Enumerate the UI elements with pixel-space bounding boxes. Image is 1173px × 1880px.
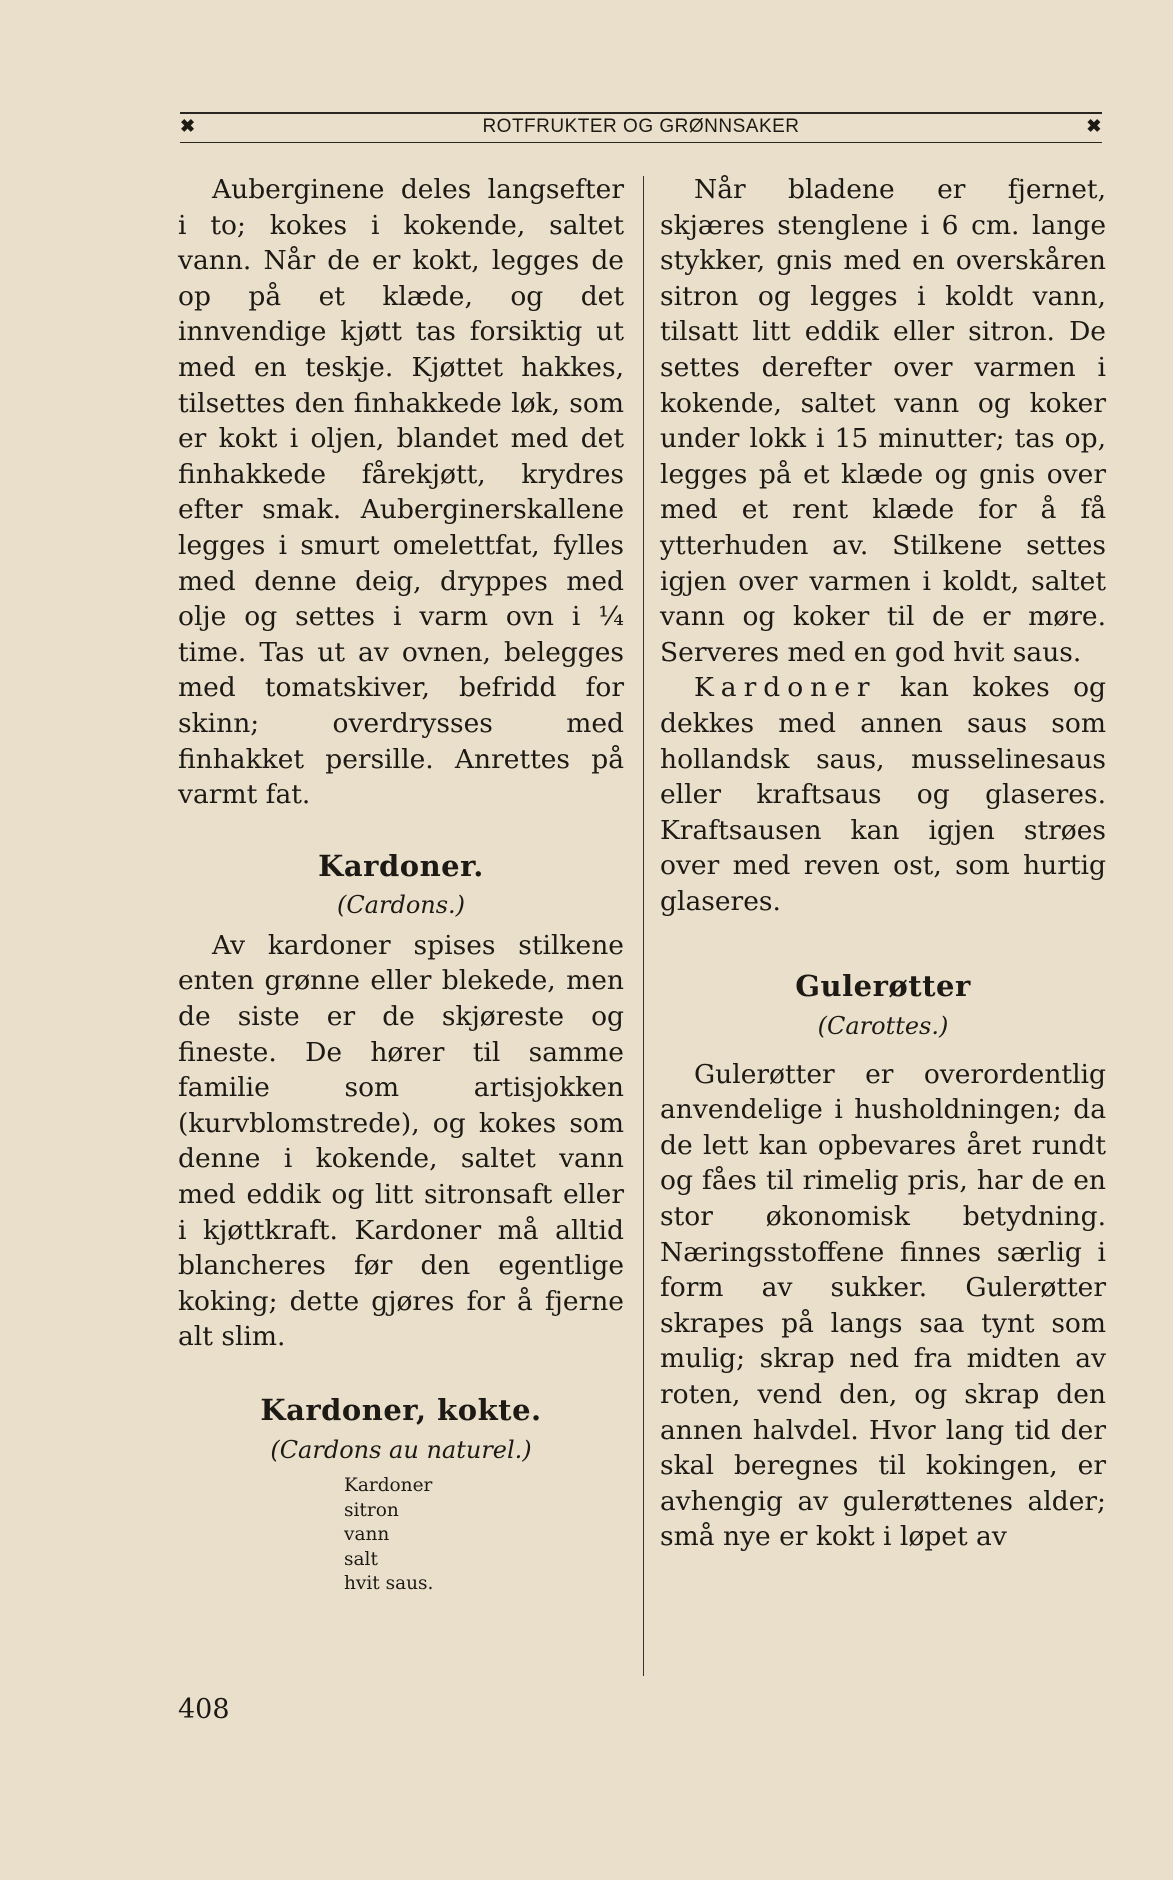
- ingredient-item: vann: [344, 1524, 390, 1546]
- gulerotter-heading: Gulerøtter: [795, 969, 971, 1004]
- gulerotter-subheading: (Carottes.): [817, 1012, 949, 1041]
- kardoner-kokte-heading: Kardoner, kokte.: [260, 1393, 542, 1427]
- ingredient-list: [344, 1474, 624, 1597]
- kardoner-continuation-paragraph: Når bladene er fjernet, skjæres stenglene i 6 cm. lange stykker, gnis med en overskåren sitron og legges i koldt vann, tilsatt litt eddik eller sitron. De settes derefter over varmen i kokende, saltet vann og koker under lokk i 15 minutter; tas op, legges på et klæde og gnis over med et rent klæde for å få ytterhuden av. Stilkene settes igjen over varmen i koldt, saltet vann og koker til de er møre. Serveres med en god hvit saus.: [660, 174, 1106, 668]
- kardoner-heading: Kardoner.: [318, 848, 484, 883]
- header-title: ROTFRUKTER OG GRØNNSAKER: [482, 116, 800, 137]
- gulerotter-paragraph: Gulerøtter er overordentlig anvendelige i husholdningen; da de lett kan opbevares året rundt og fåes til rimelig pris, har de en stor økonomisk betydning. Næringsstoffene finnes særlig i form av sukker. Gulerøtter skrapes på langs saa tynt som mulig; skrap ned fra midten av roten, vend den, og skrap den annen halvdel. Hvor lang tid der skal beregnes til kokingen, er avhengig av gulerøttenes alder; små nye er kokt i løpet av: [660, 1058, 1106, 1553]
- kardoner-variation-paragraph: [660, 670, 1106, 919]
- kardoner-paragraph: Av kardoner spises stilkene enten grønne eller blekede, men de siste er de skjøreste og fineste. De hører til samme familie som artisjokken (kurvblomstrede), og kokes som denne i kokende, saltet vann med eddik og litt sitronsaft eller i kjøttkraft. Kardoner må alltid blancheres før den egentlige koking; dette gjøres for å fjerne alt slim.: [178, 929, 624, 1353]
- running-header: [180, 112, 1102, 144]
- header-ornament-left: ✖: [180, 116, 196, 136]
- ingredient-item: sitron: [344, 1499, 399, 1521]
- page-number: 408: [178, 1694, 230, 1725]
- ingredient-item: hvit saus.: [344, 1573, 434, 1595]
- header-bottom-rule: [180, 142, 1102, 143]
- header-ornament-right: ✖: [1086, 116, 1102, 136]
- kardoner-spaced-term: Kardoner: [694, 672, 877, 704]
- column-divider: [643, 176, 644, 1676]
- left-column: [178, 172, 624, 1597]
- aubergine-paragraph: Auberginene deles langsefter i to; kokes i kokende, saltet vann. Når de er kokt, legges de op på et klæde, og det innvendige kjøtt tas forsiktig ut med en teskje. Kjøttet hakkes, tilsettes den finhakkede løk, som er kokt i oljen, blandet med det finhakkede fårekjøtt, krydres efter smak. Auberginerskallene legges i smurt omelettfat, fylles med denne deig, dryppes med olje og settes i varm ovn i ¼ time. Tas ut av ovnen, belegges med tomatskiver, befridd for skinn; overdrysses med finhakket persille. Anrettes på varmt fat.: [178, 174, 624, 811]
- header-top-rule: [180, 112, 1102, 114]
- kardoner-kokte-subheading: (Cardons au naturel.): [270, 1435, 532, 1464]
- kardoner-variation-text: kan kokes og dekkes med annen saus som hollandsk saus, musselinesaus eller kraftsaus og glaseres. Kraftsausen kan igjen strøes over med reven ost, som hurtig glaseres.: [660, 672, 1106, 917]
- ingredient-item: salt: [344, 1548, 378, 1570]
- ingredient-item: Kardoner: [344, 1475, 433, 1497]
- kardoner-subheading: (Cardons.): [336, 891, 466, 920]
- right-column: [660, 172, 1106, 1555]
